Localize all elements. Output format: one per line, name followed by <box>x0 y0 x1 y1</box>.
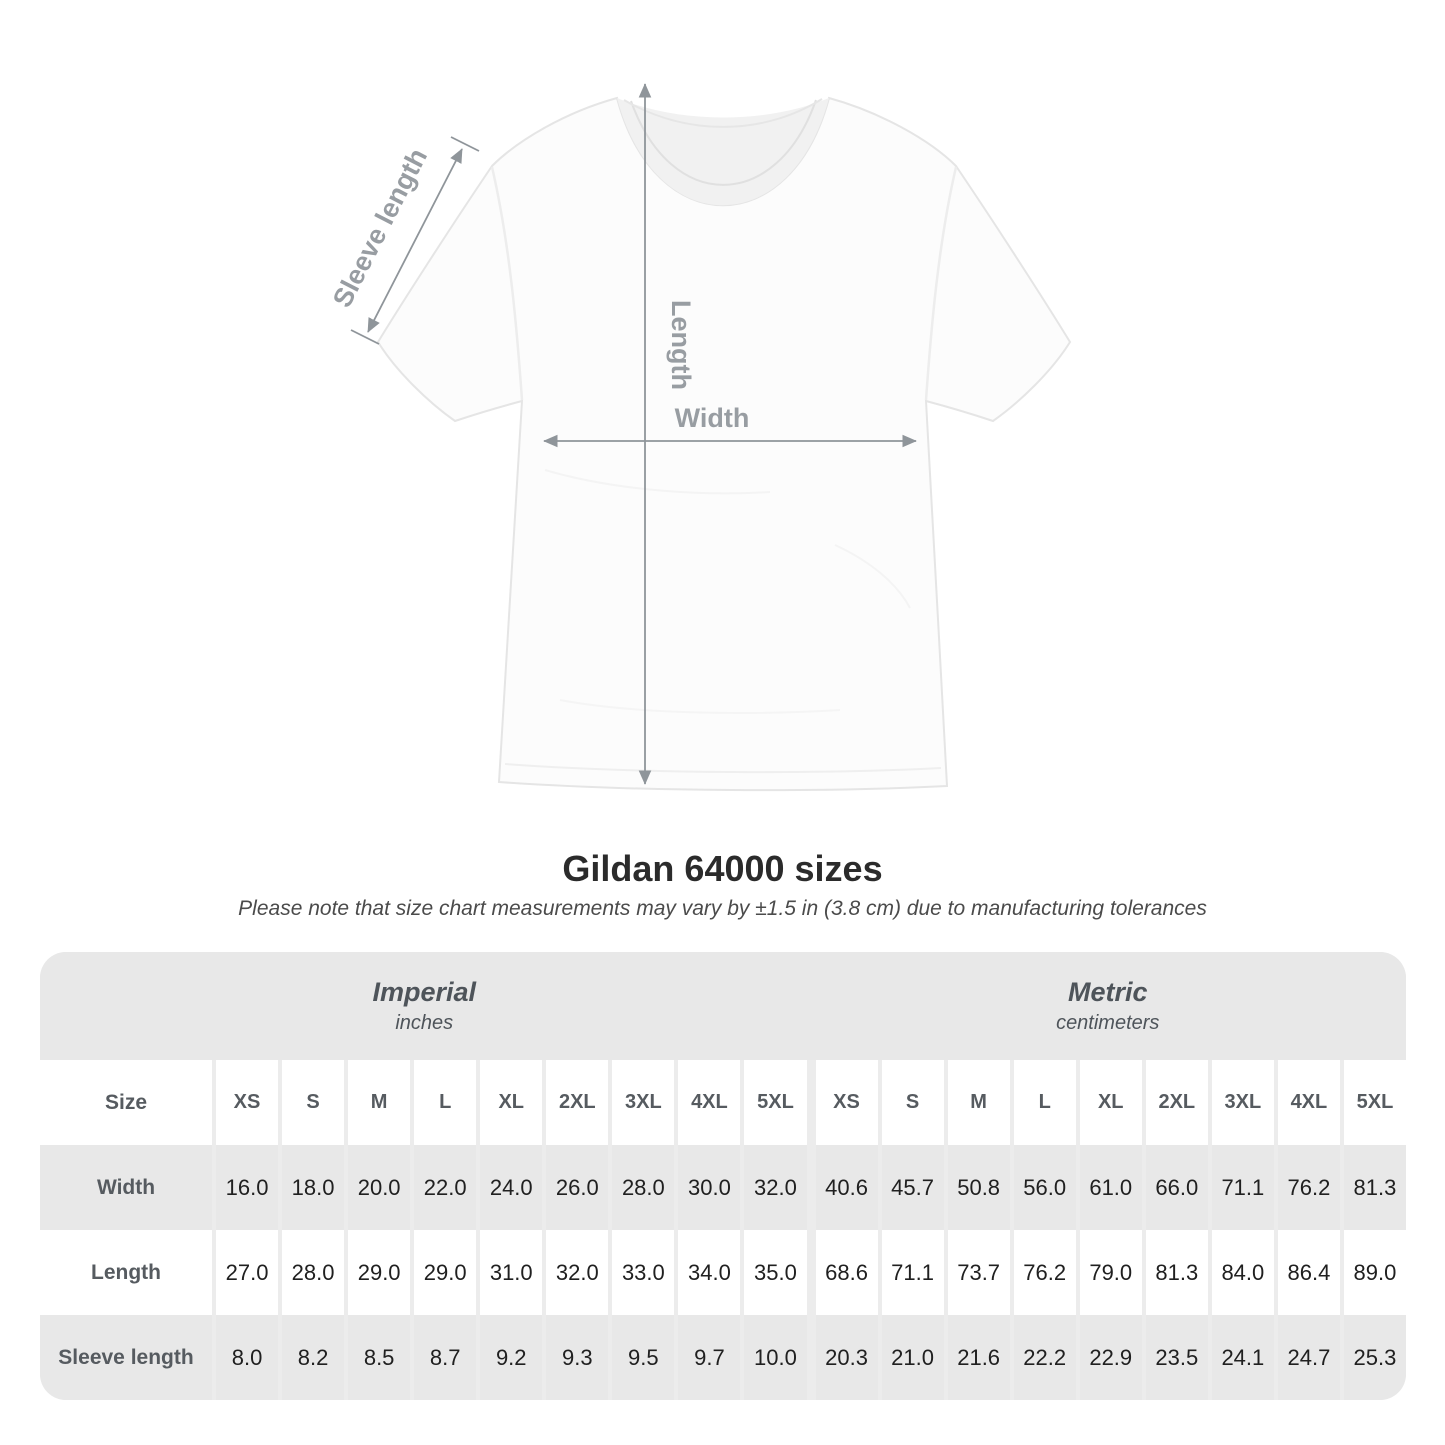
sleeve-imperial-value: 10.0 <box>744 1315 806 1400</box>
length-imperial-value: 35.0 <box>744 1230 806 1315</box>
size-header-imperial: 3XL <box>612 1060 674 1145</box>
sleeve-imperial-value: 9.5 <box>612 1315 674 1400</box>
length-imperial-value: 33.0 <box>612 1230 674 1315</box>
sleeve-metric-value: 25.3 <box>1344 1315 1406 1400</box>
sleeve-imperial-value: 8.7 <box>414 1315 476 1400</box>
width-imperial-value: 20.0 <box>348 1145 410 1230</box>
sleeve-imperial-value: 8.0 <box>216 1315 278 1400</box>
width-imperial-value: 32.0 <box>744 1145 806 1230</box>
size-header-metric: XS <box>816 1060 878 1145</box>
length-dimension-label: Length <box>666 300 696 390</box>
imperial-section-header <box>40 952 809 1060</box>
width-metric-value: 76.2 <box>1278 1145 1340 1230</box>
length-metric-value: 81.3 <box>1146 1230 1208 1315</box>
row-label: Sleeve length <box>40 1315 212 1400</box>
length-imperial-value: 29.0 <box>348 1230 410 1315</box>
width-metric-value: 50.8 <box>948 1145 1010 1230</box>
sleeve-arrow-tick <box>351 330 379 344</box>
sleeve-metric-value: 21.0 <box>882 1315 944 1400</box>
imperial-unit: inches <box>395 1012 454 1034</box>
metric-section-header <box>810 952 1407 1060</box>
sleeve-imperial-value: 8.5 <box>348 1315 410 1400</box>
width-imperial-value: 24.0 <box>480 1145 542 1230</box>
metric-label: Metric <box>1067 977 1148 1007</box>
section-divider <box>811 1230 812 1315</box>
width-imperial-value: 30.0 <box>678 1145 740 1230</box>
width-imperial-value: 26.0 <box>546 1145 608 1230</box>
length-metric-value: 79.0 <box>1080 1230 1142 1315</box>
page-title: Gildan 64000 sizes <box>562 848 883 889</box>
length-metric-value: 76.2 <box>1014 1230 1076 1315</box>
size-header-imperial: XL <box>480 1060 542 1145</box>
length-imperial-value: 28.0 <box>282 1230 344 1315</box>
width-metric-value: 56.0 <box>1014 1145 1076 1230</box>
width-metric-value: 40.6 <box>816 1145 878 1230</box>
size-header-imperial: S <box>282 1060 344 1145</box>
section-divider <box>811 1060 812 1145</box>
table-row-sleeve-length <box>40 1315 1406 1400</box>
sleeve-metric-value: 22.2 <box>1014 1315 1076 1400</box>
sleeve-metric-value: 21.6 <box>948 1315 1010 1400</box>
length-metric-value: 68.6 <box>816 1230 878 1315</box>
length-metric-value: 73.7 <box>948 1230 1010 1315</box>
width-imperial-value: 18.0 <box>282 1145 344 1230</box>
length-imperial-value: 29.0 <box>414 1230 476 1315</box>
size-header-imperial: 5XL <box>744 1060 806 1145</box>
size-header-metric: S <box>882 1060 944 1145</box>
size-header-imperial: XS <box>216 1060 278 1145</box>
tolerance-note: Please note that size chart measurements may vary by ±1.5 in (3.8 cm) due to manufacturing tolerances <box>238 897 1207 920</box>
size-header-metric: 5XL <box>1344 1060 1406 1145</box>
sleeve-metric-value: 24.7 <box>1278 1315 1340 1400</box>
sleeve-imperial-value: 9.7 <box>678 1315 740 1400</box>
size-header-row <box>40 1060 1406 1145</box>
sleeve-imperial-value: 9.3 <box>546 1315 608 1400</box>
width-imperial-value: 28.0 <box>612 1145 674 1230</box>
size-header-metric: L <box>1014 1060 1076 1145</box>
size-header-imperial: 2XL <box>546 1060 608 1145</box>
sleeve-metric-value: 22.9 <box>1080 1315 1142 1400</box>
corner-size-label: Size <box>40 1060 212 1145</box>
size-header-metric: 3XL <box>1212 1060 1274 1145</box>
size-header-imperial: L <box>414 1060 476 1145</box>
length-metric-value: 89.0 <box>1344 1230 1406 1315</box>
table-row-length <box>40 1230 1406 1315</box>
row-label: Length <box>40 1230 212 1315</box>
width-imperial-value: 16.0 <box>216 1145 278 1230</box>
size-header-metric: XL <box>1080 1060 1142 1145</box>
sleeve-metric-value: 20.3 <box>816 1315 878 1400</box>
size-header-metric: 2XL <box>1146 1060 1208 1145</box>
size-header-metric: 4XL <box>1278 1060 1340 1145</box>
size-table <box>40 952 1406 1400</box>
length-imperial-value: 31.0 <box>480 1230 542 1315</box>
size-header-imperial: M <box>348 1060 410 1145</box>
section-divider <box>811 1145 812 1230</box>
width-metric-value: 66.0 <box>1146 1145 1208 1230</box>
width-metric-value: 61.0 <box>1080 1145 1142 1230</box>
width-metric-value: 71.1 <box>1212 1145 1274 1230</box>
sleeve-arrow-tick <box>451 137 479 151</box>
width-metric-value: 45.7 <box>882 1145 944 1230</box>
sleeve-imperial-value: 8.2 <box>282 1315 344 1400</box>
sleeve-imperial-value: 9.2 <box>480 1315 542 1400</box>
metric-unit: centimeters <box>1056 1012 1160 1034</box>
length-imperial-value: 27.0 <box>216 1230 278 1315</box>
length-imperial-value: 32.0 <box>546 1230 608 1315</box>
row-label: Width <box>40 1145 212 1230</box>
sleeve-metric-value: 24.1 <box>1212 1315 1274 1400</box>
length-imperial-value: 34.0 <box>678 1230 740 1315</box>
width-dimension-label: Width <box>674 403 750 433</box>
length-metric-value: 71.1 <box>882 1230 944 1315</box>
width-metric-value: 81.3 <box>1344 1145 1406 1230</box>
section-divider <box>811 1315 812 1400</box>
length-metric-value: 84.0 <box>1212 1230 1274 1315</box>
table-row-width <box>40 1145 1406 1230</box>
imperial-label: Imperial <box>372 977 477 1007</box>
size-header-metric: M <box>948 1060 1010 1145</box>
unit-section-band <box>40 952 1406 1060</box>
width-imperial-value: 22.0 <box>414 1145 476 1230</box>
sleeve-metric-value: 23.5 <box>1146 1315 1208 1400</box>
length-metric-value: 86.4 <box>1278 1230 1340 1315</box>
sleeve-dimension-label: Sleeve length <box>326 143 434 313</box>
size-header-imperial: 4XL <box>678 1060 740 1145</box>
